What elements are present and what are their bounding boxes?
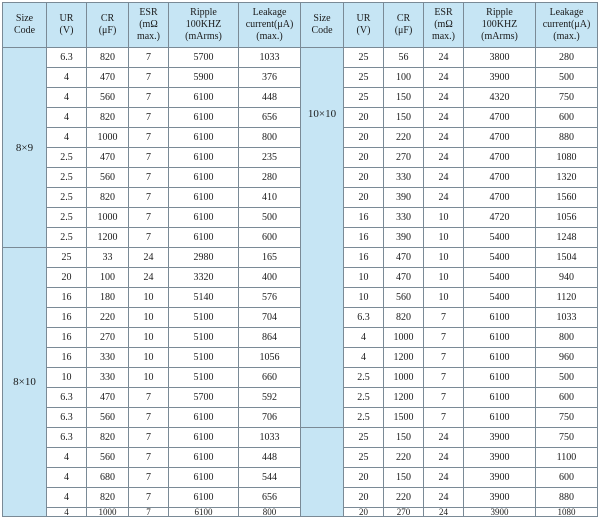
left-esr-cell: 7 — [129, 408, 169, 428]
right-ripple-cell: 3900 — [464, 488, 536, 508]
left-ripple-cell: 6100 — [169, 88, 239, 108]
left-cr-cell: 1000 — [87, 508, 129, 517]
header-ur-right: UR (V) — [344, 3, 384, 48]
right-ripple-cell: 4700 — [464, 148, 536, 168]
right-ur-cell: 16 — [344, 228, 384, 248]
left-ripple-cell: 5140 — [169, 288, 239, 308]
left-cr-cell: 270 — [87, 328, 129, 348]
table-body — [3, 48, 598, 517]
right-esr-cell: 24 — [424, 108, 464, 128]
right-ur-cell: 20 — [344, 468, 384, 488]
right-ur-cell: 20 — [344, 488, 384, 508]
left-cr-cell: 1000 — [87, 128, 129, 148]
table-row — [3, 168, 598, 188]
right-ur-cell: 20 — [344, 508, 384, 517]
right-leakage-cell: 1248 — [536, 228, 598, 248]
left-leakage-cell: 544 — [239, 468, 301, 488]
left-ripple-cell: 6100 — [169, 228, 239, 248]
left-esr-cell: 10 — [129, 328, 169, 348]
right-leakage-cell: 880 — [536, 488, 598, 508]
table-row — [3, 408, 598, 428]
left-cr-cell: 560 — [87, 448, 129, 468]
left-cr-cell: 820 — [87, 48, 129, 68]
right-ripple-cell: 4320 — [464, 88, 536, 108]
right-esr-cell: 24 — [424, 428, 464, 448]
right-ur-cell: 2.5 — [344, 408, 384, 428]
left-ripple-cell: 6100 — [169, 448, 239, 468]
left-ur-cell: 6.3 — [47, 48, 87, 68]
left-ur-cell: 2.5 — [47, 188, 87, 208]
table-row — [3, 148, 598, 168]
right-leakage-cell: 940 — [536, 268, 598, 288]
right-leakage-cell: 750 — [536, 408, 598, 428]
table-row — [3, 188, 598, 208]
right-esr-cell: 7 — [424, 368, 464, 388]
left-ripple-cell: 6100 — [169, 128, 239, 148]
left-leakage-cell: 1033 — [239, 428, 301, 448]
right-leakage-cell: 1120 — [536, 288, 598, 308]
left-ur-cell: 4 — [47, 108, 87, 128]
right-cr-cell: 150 — [384, 88, 424, 108]
left-ur-cell: 16 — [47, 288, 87, 308]
left-esr-cell: 7 — [129, 488, 169, 508]
right-ur-cell: 25 — [344, 48, 384, 68]
table-row — [3, 328, 598, 348]
left-esr-cell: 7 — [129, 48, 169, 68]
right-ripple-cell: 4700 — [464, 108, 536, 128]
right-ripple-cell: 3900 — [464, 428, 536, 448]
header-ripple-left: Ripple 100KHZ (mArms) — [169, 3, 239, 48]
table-row — [3, 368, 598, 388]
header-esr-left: ESR (mΩ max.) — [129, 3, 169, 48]
right-ripple-cell: 3800 — [464, 48, 536, 68]
right-ripple-cell: 4700 — [464, 188, 536, 208]
right-size-code — [301, 428, 344, 517]
table-row — [3, 508, 598, 517]
right-esr-cell: 7 — [424, 328, 464, 348]
table-row — [3, 388, 598, 408]
left-esr-cell: 24 — [129, 268, 169, 288]
right-ur-cell: 10 — [344, 268, 384, 288]
right-ripple-cell: 3900 — [464, 508, 536, 517]
left-esr-cell: 7 — [129, 68, 169, 88]
left-cr-cell: 820 — [87, 428, 129, 448]
left-esr-cell: 10 — [129, 348, 169, 368]
left-esr-cell: 7 — [129, 168, 169, 188]
left-esr-cell: 7 — [129, 448, 169, 468]
left-cr-cell: 1200 — [87, 228, 129, 248]
left-cr-cell: 560 — [87, 168, 129, 188]
header-size-code-right: Size Code — [301, 3, 344, 48]
header-leakage-right: Leakage current(μA) (max.) — [536, 3, 598, 48]
right-leakage-cell: 1560 — [536, 188, 598, 208]
right-leakage-cell: 1320 — [536, 168, 598, 188]
right-esr-cell: 10 — [424, 248, 464, 268]
left-esr-cell: 7 — [129, 188, 169, 208]
right-cr-cell: 470 — [384, 268, 424, 288]
right-leakage-cell: 1100 — [536, 448, 598, 468]
right-ripple-cell: 4720 — [464, 208, 536, 228]
left-ur-cell: 2.5 — [47, 208, 87, 228]
right-esr-cell: 10 — [424, 288, 464, 308]
left-esr-cell: 7 — [129, 108, 169, 128]
left-ur-cell: 6.3 — [47, 388, 87, 408]
header-row — [3, 3, 598, 48]
left-size-code: 8×10 — [3, 248, 47, 517]
left-ripple-cell: 5900 — [169, 68, 239, 88]
right-ur-cell: 16 — [344, 248, 384, 268]
left-leakage-cell: 864 — [239, 328, 301, 348]
left-ripple-cell: 6100 — [169, 508, 239, 517]
left-ripple-cell: 5100 — [169, 348, 239, 368]
right-leakage-cell: 280 — [536, 48, 598, 68]
left-cr-cell: 330 — [87, 368, 129, 388]
right-ripple-cell: 4700 — [464, 168, 536, 188]
right-cr-cell: 1200 — [384, 348, 424, 368]
right-ur-cell: 4 — [344, 328, 384, 348]
left-cr-cell: 560 — [87, 88, 129, 108]
left-esr-cell: 7 — [129, 208, 169, 228]
right-esr-cell: 7 — [424, 388, 464, 408]
right-cr-cell: 1000 — [384, 328, 424, 348]
left-cr-cell: 1000 — [87, 208, 129, 228]
left-ripple-cell: 6100 — [169, 168, 239, 188]
table-row — [3, 288, 598, 308]
right-cr-cell: 56 — [384, 48, 424, 68]
header-ripple-right: Ripple 100KHZ (mArms) — [464, 3, 536, 48]
left-leakage-cell: 660 — [239, 368, 301, 388]
left-cr-cell: 470 — [87, 68, 129, 88]
right-cr-cell: 560 — [384, 288, 424, 308]
right-ur-cell: 25 — [344, 448, 384, 468]
right-leakage-cell: 960 — [536, 348, 598, 368]
right-leakage-cell: 500 — [536, 68, 598, 88]
right-ur-cell: 20 — [344, 168, 384, 188]
left-ripple-cell: 5100 — [169, 368, 239, 388]
right-cr-cell: 1200 — [384, 388, 424, 408]
left-ur-cell: 6.3 — [47, 428, 87, 448]
left-ripple-cell: 2980 — [169, 248, 239, 268]
right-esr-cell: 10 — [424, 228, 464, 248]
left-cr-cell: 560 — [87, 408, 129, 428]
right-cr-cell: 330 — [384, 168, 424, 188]
right-ur-cell: 20 — [344, 108, 384, 128]
left-esr-cell: 7 — [129, 88, 169, 108]
table-row — [3, 468, 598, 488]
left-esr-cell: 7 — [129, 468, 169, 488]
right-cr-cell: 220 — [384, 488, 424, 508]
right-esr-cell: 24 — [424, 148, 464, 168]
right-ur-cell: 2.5 — [344, 368, 384, 388]
header-cr-right: CR (μF) — [384, 3, 424, 48]
left-esr-cell: 10 — [129, 368, 169, 388]
table-row — [3, 448, 598, 468]
left-ripple-cell: 6100 — [169, 428, 239, 448]
right-ur-cell: 25 — [344, 428, 384, 448]
right-ur-cell: 4 — [344, 348, 384, 368]
table-row — [3, 128, 598, 148]
right-leakage-cell: 1504 — [536, 248, 598, 268]
table-row — [3, 88, 598, 108]
right-ripple-cell: 4700 — [464, 128, 536, 148]
left-ur-cell: 4 — [47, 88, 87, 108]
left-ur-cell: 2.5 — [47, 168, 87, 188]
left-leakage-cell: 800 — [239, 128, 301, 148]
left-leakage-cell: 448 — [239, 448, 301, 468]
right-esr-cell: 24 — [424, 488, 464, 508]
right-ripple-cell: 3900 — [464, 448, 536, 468]
right-leakage-cell: 1080 — [536, 148, 598, 168]
right-leakage-cell: 750 — [536, 428, 598, 448]
table-row — [3, 308, 598, 328]
left-ripple-cell: 5100 — [169, 308, 239, 328]
left-ur-cell: 6.3 — [47, 408, 87, 428]
left-cr-cell: 820 — [87, 108, 129, 128]
right-ripple-cell: 6100 — [464, 408, 536, 428]
right-ur-cell: 25 — [344, 68, 384, 88]
right-esr-cell: 24 — [424, 68, 464, 88]
right-esr-cell: 24 — [424, 128, 464, 148]
left-leakage-cell: 656 — [239, 488, 301, 508]
left-ur-cell: 4 — [47, 508, 87, 517]
left-ur-cell: 4 — [47, 128, 87, 148]
left-esr-cell: 7 — [129, 228, 169, 248]
table-row — [3, 488, 598, 508]
left-esr-cell: 7 — [129, 388, 169, 408]
left-ur-cell: 10 — [47, 368, 87, 388]
right-cr-cell: 1500 — [384, 408, 424, 428]
right-ripple-cell: 6100 — [464, 328, 536, 348]
right-esr-cell: 24 — [424, 168, 464, 188]
left-esr-cell: 10 — [129, 288, 169, 308]
right-esr-cell: 10 — [424, 208, 464, 228]
right-esr-cell: 7 — [424, 408, 464, 428]
left-cr-cell: 470 — [87, 148, 129, 168]
left-leakage-cell: 448 — [239, 88, 301, 108]
left-ur-cell: 16 — [47, 328, 87, 348]
right-ur-cell: 20 — [344, 188, 384, 208]
right-cr-cell: 150 — [384, 108, 424, 128]
left-ripple-cell: 3320 — [169, 268, 239, 288]
right-cr-cell: 150 — [384, 468, 424, 488]
left-esr-cell: 24 — [129, 248, 169, 268]
right-leakage-cell: 1033 — [536, 308, 598, 328]
left-ripple-cell: 6100 — [169, 148, 239, 168]
right-ur-cell: 6.3 — [344, 308, 384, 328]
right-leakage-cell: 600 — [536, 108, 598, 128]
right-cr-cell: 220 — [384, 448, 424, 468]
right-cr-cell: 330 — [384, 208, 424, 228]
right-leakage-cell: 1056 — [536, 208, 598, 228]
left-ripple-cell: 6100 — [169, 468, 239, 488]
left-leakage-cell: 704 — [239, 308, 301, 328]
right-ripple-cell: 6100 — [464, 368, 536, 388]
left-leakage-cell: 592 — [239, 388, 301, 408]
left-cr-cell: 220 — [87, 308, 129, 328]
left-cr-cell: 180 — [87, 288, 129, 308]
right-cr-cell: 270 — [384, 148, 424, 168]
right-cr-cell: 390 — [384, 228, 424, 248]
left-ripple-cell: 5100 — [169, 328, 239, 348]
left-ripple-cell: 6100 — [169, 208, 239, 228]
left-ur-cell: 16 — [47, 348, 87, 368]
right-esr-cell: 7 — [424, 348, 464, 368]
left-ripple-cell: 5700 — [169, 48, 239, 68]
left-ripple-cell: 5700 — [169, 388, 239, 408]
left-cr-cell: 33 — [87, 248, 129, 268]
table-row — [3, 68, 598, 88]
right-ripple-cell: 6100 — [464, 388, 536, 408]
right-ripple-cell: 3900 — [464, 68, 536, 88]
right-leakage-cell: 1080 — [536, 508, 598, 517]
right-size-code: 10×10 — [301, 48, 344, 428]
table-row — [3, 108, 598, 128]
left-ur-cell: 20 — [47, 268, 87, 288]
left-cr-cell: 820 — [87, 188, 129, 208]
header-leakage-left: Leakage current(μA) (max.) — [239, 3, 301, 48]
right-ur-cell: 20 — [344, 128, 384, 148]
left-leakage-cell: 800 — [239, 508, 301, 517]
right-leakage-cell: 500 — [536, 368, 598, 388]
header-ur-left: UR (V) — [47, 3, 87, 48]
table-row — [3, 228, 598, 248]
left-ur-cell: 2.5 — [47, 148, 87, 168]
left-leakage-cell: 280 — [239, 168, 301, 188]
right-esr-cell: 24 — [424, 448, 464, 468]
left-cr-cell: 330 — [87, 348, 129, 368]
right-cr-cell: 470 — [384, 248, 424, 268]
left-leakage-cell: 235 — [239, 148, 301, 168]
right-leakage-cell: 880 — [536, 128, 598, 148]
right-ripple-cell: 5400 — [464, 288, 536, 308]
left-cr-cell: 820 — [87, 488, 129, 508]
right-cr-cell: 1000 — [384, 368, 424, 388]
left-ripple-cell: 6100 — [169, 488, 239, 508]
right-ripple-cell: 5400 — [464, 248, 536, 268]
left-ur-cell: 25 — [47, 248, 87, 268]
right-ripple-cell: 6100 — [464, 348, 536, 368]
left-ur-cell: 4 — [47, 488, 87, 508]
right-ripple-cell: 5400 — [464, 228, 536, 248]
left-leakage-cell: 706 — [239, 408, 301, 428]
right-leakage-cell: 800 — [536, 328, 598, 348]
right-cr-cell: 220 — [384, 128, 424, 148]
left-esr-cell: 7 — [129, 508, 169, 517]
left-ur-cell: 2.5 — [47, 228, 87, 248]
left-cr-cell: 100 — [87, 268, 129, 288]
right-esr-cell: 24 — [424, 468, 464, 488]
right-cr-cell: 820 — [384, 308, 424, 328]
left-leakage-cell: 656 — [239, 108, 301, 128]
left-size-code: 8×9 — [3, 48, 47, 248]
left-ripple-cell: 6100 — [169, 108, 239, 128]
right-cr-cell: 270 — [384, 508, 424, 517]
right-cr-cell: 100 — [384, 68, 424, 88]
left-leakage-cell: 500 — [239, 208, 301, 228]
right-esr-cell: 10 — [424, 268, 464, 288]
right-ripple-cell: 6100 — [464, 308, 536, 328]
right-cr-cell: 390 — [384, 188, 424, 208]
table-row — [3, 48, 598, 68]
left-ur-cell: 4 — [47, 448, 87, 468]
right-leakage-cell: 600 — [536, 468, 598, 488]
right-leakage-cell: 600 — [536, 388, 598, 408]
right-ur-cell: 16 — [344, 208, 384, 228]
left-esr-cell: 7 — [129, 148, 169, 168]
left-cr-cell: 680 — [87, 468, 129, 488]
left-leakage-cell: 410 — [239, 188, 301, 208]
right-esr-cell: 24 — [424, 508, 464, 517]
left-ur-cell: 16 — [47, 308, 87, 328]
right-ur-cell: 2.5 — [344, 388, 384, 408]
header-esr-right: ESR (mΩ max.) — [424, 3, 464, 48]
left-leakage-cell: 400 — [239, 268, 301, 288]
table-row — [3, 208, 598, 228]
table-row — [3, 428, 598, 448]
right-esr-cell: 24 — [424, 188, 464, 208]
left-ur-cell: 4 — [47, 468, 87, 488]
left-esr-cell: 7 — [129, 128, 169, 148]
table-row — [3, 268, 598, 288]
right-leakage-cell: 750 — [536, 88, 598, 108]
left-cr-cell: 470 — [87, 388, 129, 408]
right-ur-cell: 25 — [344, 88, 384, 108]
table-row — [3, 348, 598, 368]
right-esr-cell: 24 — [424, 88, 464, 108]
left-esr-cell: 7 — [129, 428, 169, 448]
capacitor-spec-table — [2, 2, 598, 517]
left-leakage-cell: 165 — [239, 248, 301, 268]
table-row — [3, 248, 598, 268]
header-cr-left: CR (μF) — [87, 3, 129, 48]
left-leakage-cell: 600 — [239, 228, 301, 248]
left-leakage-cell: 576 — [239, 288, 301, 308]
right-esr-cell: 7 — [424, 308, 464, 328]
right-ur-cell: 10 — [344, 288, 384, 308]
header-size-code-left: Size Code — [3, 3, 47, 48]
left-leakage-cell: 1056 — [239, 348, 301, 368]
left-ripple-cell: 6100 — [169, 408, 239, 428]
right-ur-cell: 20 — [344, 148, 384, 168]
left-leakage-cell: 1033 — [239, 48, 301, 68]
right-ripple-cell: 5400 — [464, 268, 536, 288]
right-ripple-cell: 3900 — [464, 468, 536, 488]
left-leakage-cell: 376 — [239, 68, 301, 88]
left-ripple-cell: 6100 — [169, 188, 239, 208]
left-esr-cell: 10 — [129, 308, 169, 328]
right-cr-cell: 150 — [384, 428, 424, 448]
left-ur-cell: 4 — [47, 68, 87, 88]
right-esr-cell: 24 — [424, 48, 464, 68]
